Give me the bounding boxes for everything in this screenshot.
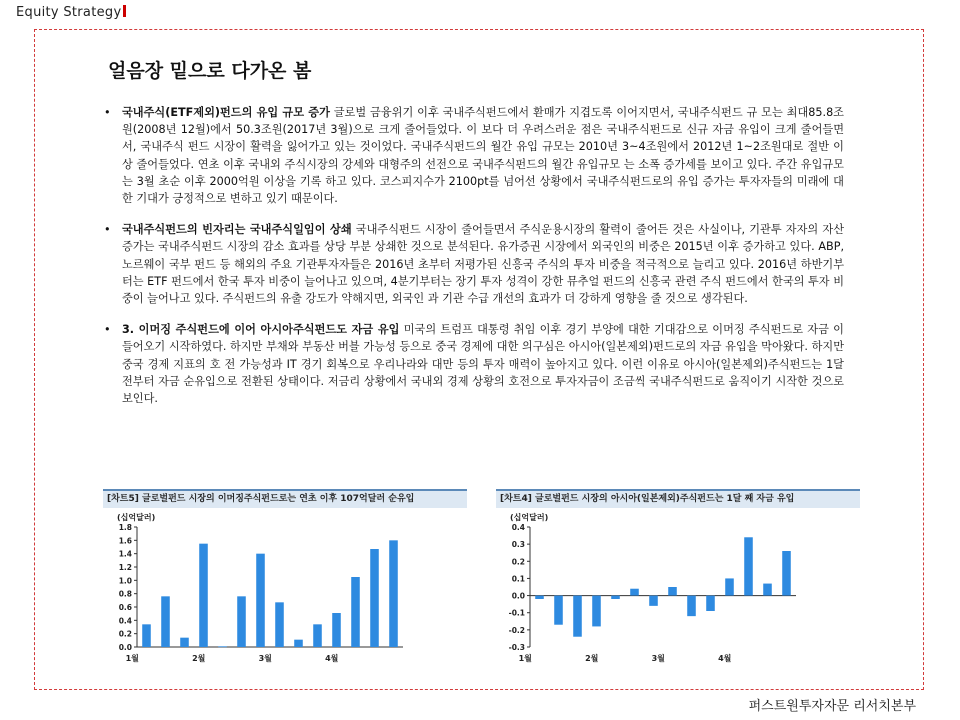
x-tick-label: 3월 (651, 654, 665, 663)
chart-bar (630, 589, 639, 596)
chart-bar (782, 551, 791, 596)
chart-bar (180, 638, 189, 647)
chart-asia (496, 489, 860, 672)
y-tick-label: 1.6 (118, 536, 132, 546)
chart-bar (668, 587, 677, 596)
chart-bar (275, 602, 284, 647)
y-tick-label: -0.1 (508, 608, 525, 618)
y-tick-label: 0.4 (511, 523, 525, 532)
chart-bar (725, 578, 734, 595)
chart-emerging (103, 489, 467, 672)
chart-bar (554, 596, 563, 625)
chart-bar (237, 596, 246, 647)
y-tick-label: 0.6 (118, 603, 132, 612)
y-tick-label: 1.8 (118, 523, 132, 532)
chart-bar (161, 596, 170, 647)
chart-title: [차트4] 글로벌펀드 시장의 아시아(일본제외)주식펀드는 1달 째 자금 유입 (496, 489, 860, 508)
chart-bar (351, 577, 360, 647)
y-tick-label: 0.0 (511, 591, 525, 601)
x-tick-label: 2월 (585, 654, 599, 663)
y-tick-label: 0.1 (511, 574, 525, 584)
y-tick-label: -0.2 (508, 625, 525, 635)
bullet-dot-icon: • (104, 106, 111, 119)
y-tick-label: -0.3 (508, 643, 525, 652)
chart-bar (744, 537, 753, 595)
bullet-text: 국내주식펀드 시장이 줄어들면서 주식운용시장의 활력이 줄어든 것은 사실이나, 기관투 자자의 자산 증가는 국내주식펀드 시장의 감소 효과를 상당 부분 상쇄한 것으로 분석된다. 유가증권 시장에서 외국인의 비중은 2015년 이후 증가하고 있다. ABP, 노르웨이 국부 펀드 등 해외의 주요 기관투자자들은 2016년 초부터 저평가된 신흥국 주식의 투자 비중을 적극적으로 늘리고 있다. 2016년 하반기부터는 ETF 펀드에서 한국 투자 비중이 늘어나고 있으며, 4분기부터는 장기 투자 성격이 강한 뮤추얼 펀드의 신흥국 관련 주식 펀드에서 한국의 투자 비중이 늘어나고 있다. 주식펀드의 유출 강도가 약해지면, 외국인 과 기관 수급 개선의 효과가 더 강하게 영향을 줄 것으로 생각된다. (122, 223, 845, 306)
y-tick-label: 0.3 (511, 540, 525, 550)
bullet-text: 글로벌 금융위기 이후 국내주식펀드에서 환매가 지겹도록 이어지면서, 국내주식펀드 규 모는 최대85.8조원(2008년 12월)에서 50.3조원(2017년 3월)으로 크게 줄어들었다. 이 보다 더 우려스러운 점은 국내주식펀드로 신규 자금 유입이 크게 줄어들면서, 국내주식 펀드 시장이 활력을 잃어가고 있는 것이었다. 국내주식펀드의 월간 유입 규모는 2010년 3~4조원에서 2012년 1~2조원대로 절반 이상 줄어들었다. 연초 이후 국내외 주식시장의 강세와 대형주의 선전으로 국내주식펀드의 월간 유입규모 는 소폭 증가세를 보이고 있다. 주간 유입규모는 3월 초순 이후 2000억원 이상을 기록 하고 있다. 코스피지수가 2100pt를 넘어선 상황에서 국내주식펀드로의 유입 증가는 투자자들의 미래에 대한 기대가 긍정적으로 변하고 있기 때문이다. (122, 106, 844, 206)
y-tick-label: 0.8 (118, 589, 132, 599)
x-tick-label: 2월 (192, 654, 206, 663)
bullet-dot-icon: • (104, 323, 111, 337)
y-tick-label: 0.0 (118, 643, 132, 652)
chart-bar (218, 646, 227, 647)
bullet-lead: 3. 이머징 주식펀드에 이어 아시아주식펀드도 자금 유입 (122, 323, 400, 337)
chart-bar (592, 596, 601, 627)
chart-bar (313, 624, 322, 647)
y-tick-label: 0.2 (118, 629, 132, 639)
chart-bar (611, 596, 620, 599)
bullet-dot-icon: • (104, 223, 111, 237)
page-title: 얼음장 밑으로 다가온 봄 (108, 60, 312, 82)
x-tick-label: 1월 (125, 654, 139, 663)
chart-bar (763, 584, 772, 596)
chart-bar (294, 640, 303, 647)
bullet-item (104, 104, 844, 207)
chart-bar (142, 624, 151, 647)
chart-bar (256, 554, 265, 647)
x-tick-label: 1월 (518, 654, 532, 663)
x-tick-label: 3월 (258, 654, 272, 663)
chart-bar (389, 540, 398, 647)
y-tick-label: 1.4 (118, 549, 132, 559)
bullet-lead: 국내주식펀드의 빈자리는 국내주식일임이 상쇄 (122, 223, 352, 237)
chart-unit-label: (십억달러) (510, 513, 549, 522)
chart-bar (535, 596, 544, 599)
chart-bar (573, 596, 582, 637)
chart-svg (103, 523, 433, 668)
chart-bar (370, 549, 379, 647)
bullet-list (104, 104, 844, 407)
chart-bar (649, 596, 658, 606)
bullet-item (104, 221, 844, 307)
header-label: Equity Strategy (16, 5, 126, 20)
x-tick-label: 4월 (718, 654, 732, 663)
x-tick-label: 4월 (325, 654, 339, 663)
chart-bar (706, 596, 715, 611)
footer-source: 퍼스트원투자자문 리서치본부 (748, 699, 916, 714)
y-tick-label: 0.4 (118, 616, 132, 626)
bullet-lead: 국내주식(ETF제외)펀드의 유입 규모 증가 (122, 106, 330, 119)
chart-unit-label: (십억달러) (117, 513, 156, 522)
y-tick-label: 1.2 (118, 563, 132, 572)
bullet-text: 미국의 트럼프 대통령 취임 이후 경기 부양에 대한 기대감으로 이머징 주식펀드로 자금 이 들어오기 시작하였다. 하지만 부채와 부동산 버블 가능성 등으로 중국 경제에 대한 의구심은 아시아(일본제외)펀드로의 자금 유입을 막아왔다. 하지만 중국 경제 지표의 호 전 가능성과 IT 경기 회복으로 우리나라와 대만 등의 투자 매력이 높아지고 있다. 이런 이유로 아시아(일본제외)주식펀드는 1달 전부터 자금 순유입으로 전환된 상태이다. 저금리 상황에서 국내외 경제 상황의 호전으로 투자자금이 조금씩 국내주식펀드로 움직이기 시작한 것으로 보인다. (122, 323, 844, 406)
y-tick-label: 1.0 (118, 576, 132, 586)
bullet-item (104, 321, 844, 407)
chart-svg (496, 523, 826, 668)
chart-bar (687, 596, 696, 617)
chart-title: [차트5] 글로벌펀드 시장의 이머징주식펀드로는 연초 이후 107억달러 순유입 (103, 489, 467, 508)
chart-bar (332, 613, 341, 647)
y-tick-label: 0.2 (511, 557, 525, 567)
chart-bar (199, 544, 208, 647)
